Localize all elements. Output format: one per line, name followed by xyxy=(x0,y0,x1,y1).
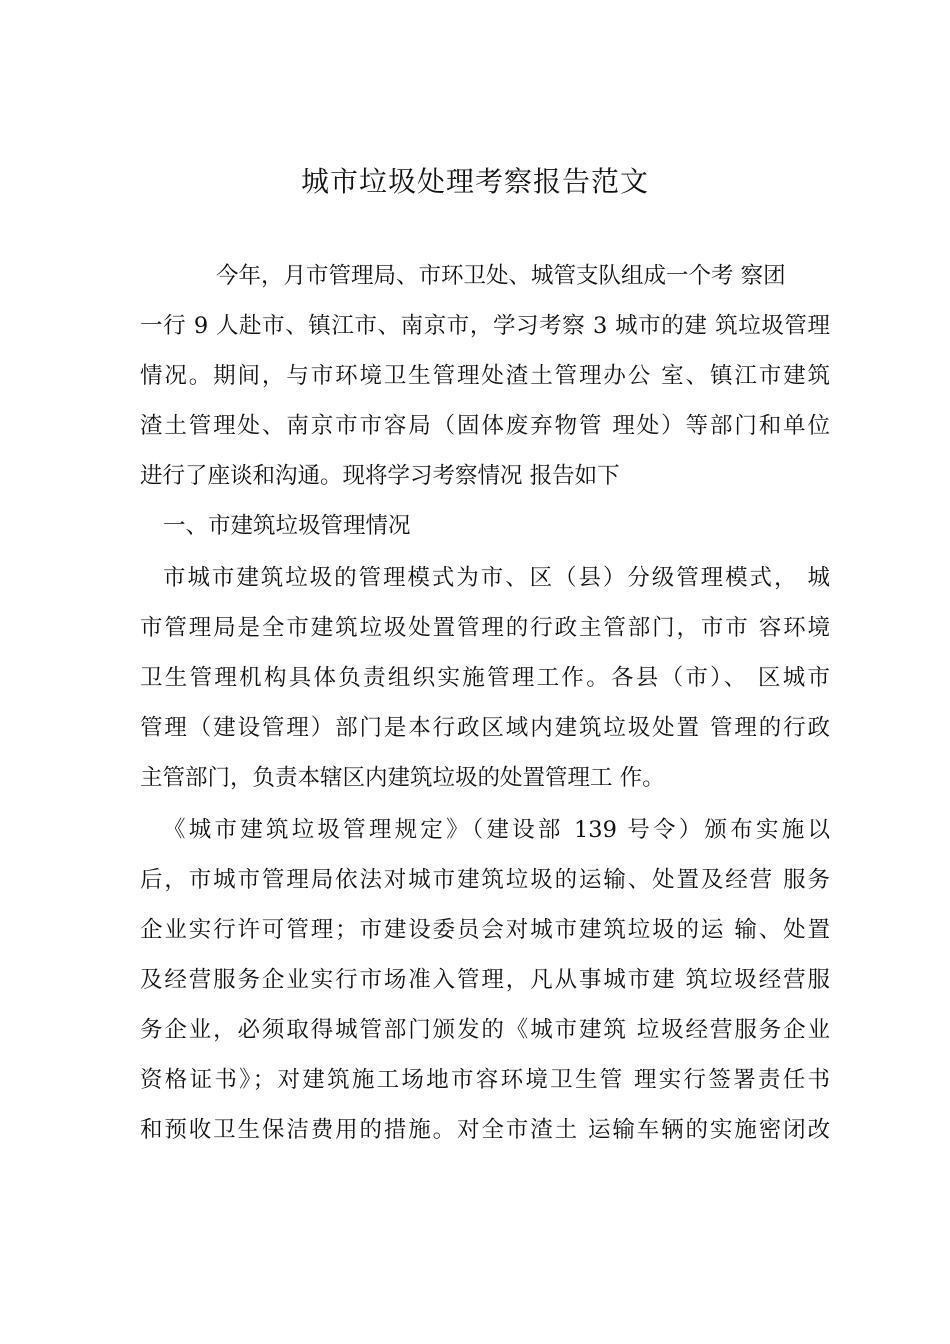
paragraph-line: 卫生管理机构具体负责组织实施管理工作。各县（市）、 区城市 xyxy=(140,665,830,691)
paragraph-line: 及经营服务企业实行市场准入管理，凡从事城市建 筑垃圾经营服 xyxy=(140,967,830,993)
paragraph-line: 和预收卫生保洁费用的措施。对全市渣土 运输车辆的实施密闭改 xyxy=(140,1117,830,1143)
paragraph-line: 主管部门，负责本辖区内建筑垃圾的处置管理工 作。 xyxy=(140,765,665,791)
paragraph-line: 《城市建筑垃圾管理规定》（建设部 139 号令）颁布实施以 xyxy=(163,817,830,843)
paragraph-line: 一行 9 人赴市、镇江市、南京市，学习考察 3 城市的建 筑垃圾管理 xyxy=(140,313,830,339)
paragraph-line: 后，市城市管理局依法对城市建筑垃圾的运输、处置及经营 服务 xyxy=(140,867,830,893)
paragraph-line: 企业实行许可管理；市建设委员会对城市建筑垃圾的运 输、处置 xyxy=(140,917,830,943)
paragraph-line: 渣土管理处、南京市市容局（固体废弃物管 理处）等部门和单位 xyxy=(140,413,830,439)
paragraph-line: 进行了座谈和沟通。现将学习考察情况 报告如下 xyxy=(140,463,620,489)
section-heading: 一、市建筑垃圾管理情况 xyxy=(163,513,411,539)
paragraph-line: 务企业，必须取得城管部门颁发的《城市建筑 垃圾经营服务企业 xyxy=(140,1017,830,1043)
paragraph-line: 市管理局是全市建筑垃圾处置管理的行政主管部门，市市 容环境 xyxy=(140,615,830,641)
paragraph-line: 市城市建筑垃圾的管理模式为市、区（县）分级管理模式， 城 xyxy=(163,565,830,591)
paragraph-line: 资格证书》；对建筑施工场地市容环境卫生管 理实行签署责任书 xyxy=(140,1067,830,1093)
paragraph-line: 今年，月市管理局、市环卫处、城管支队组成一个考 察团 xyxy=(216,263,786,289)
paragraph-line: 情况。期间，与市环境卫生管理处渣土管理办公 室、镇江市建筑 xyxy=(140,363,830,389)
document-title: 城市垃圾处理考察报告范文 xyxy=(300,165,649,198)
paragraph-line: 管理（建设管理）部门是本行政区域内建筑垃圾处置 管理的行政 xyxy=(140,715,830,741)
